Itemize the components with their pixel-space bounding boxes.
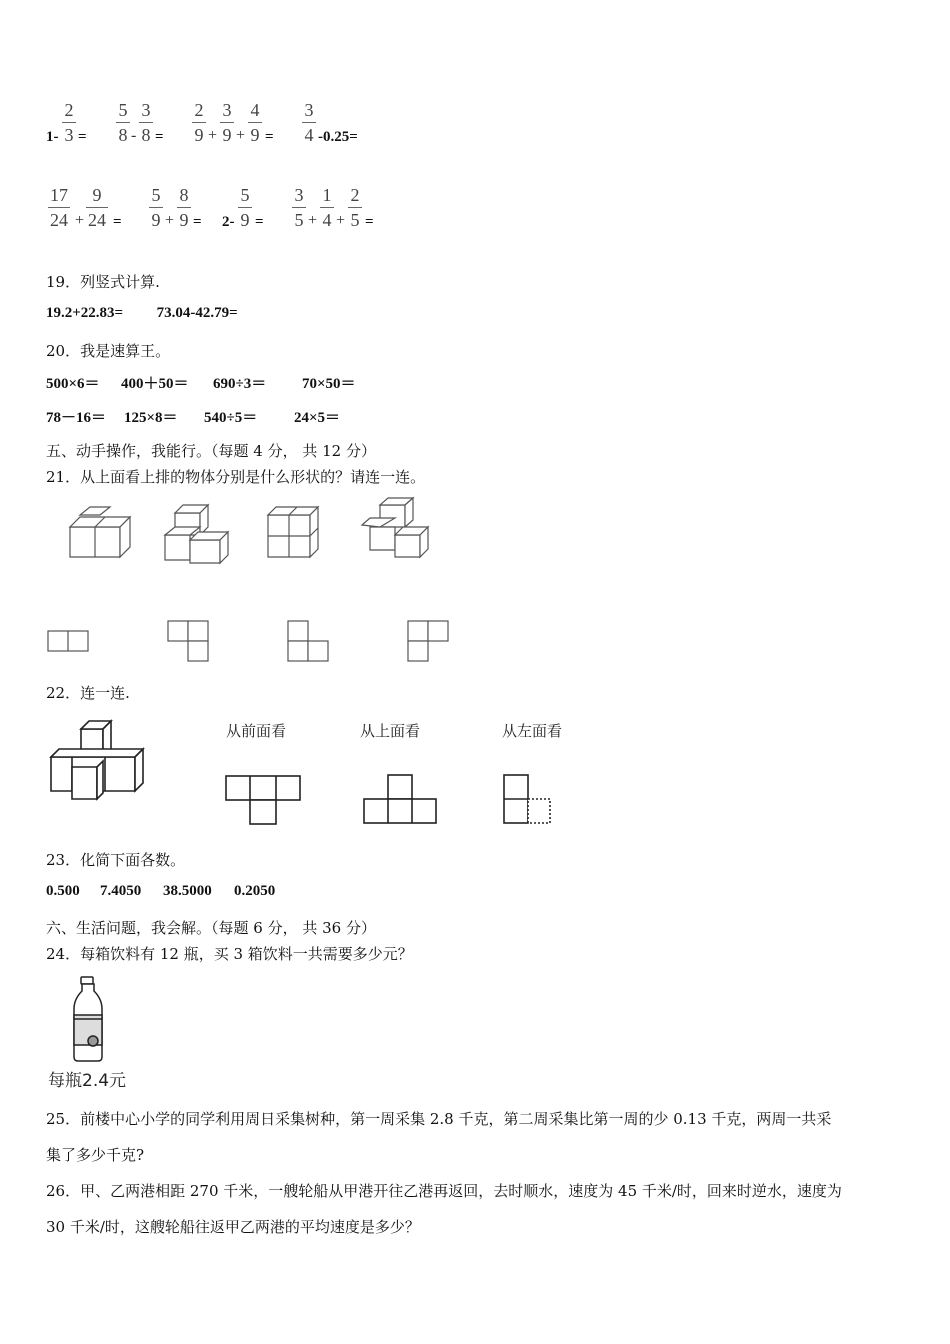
q20-expr: 70×50＝: [302, 376, 356, 392]
operator: +: [208, 127, 218, 144]
fraction: 1 4: [320, 185, 334, 230]
equals-sign: =: [365, 214, 374, 230]
q19-expr-2: 73.04-42.79=: [156, 305, 238, 321]
q21-figures: [40, 495, 460, 675]
q20-expr: 125×8＝: [124, 410, 178, 426]
fraction: 9 24: [88, 185, 106, 230]
equals-sign: =: [155, 129, 164, 145]
q23-value: 0.2050: [234, 883, 276, 899]
expr-prefix: 2-: [222, 214, 235, 230]
q23-value: 7.4050: [100, 883, 142, 899]
q23-value: 38.5000: [163, 883, 212, 899]
q20-expr: 78－16＝: [46, 410, 107, 426]
left-view-shape: [504, 775, 550, 823]
fraction: 4 9: [248, 100, 262, 145]
label-front-view: 从前面看: [226, 722, 287, 740]
expr-prefix: 1-: [46, 129, 59, 145]
q26-text: [46, 1173, 916, 1245]
q20-expr: 540÷5＝: [204, 410, 258, 426]
q25-line-2: 集了多少千克?: [46, 1146, 145, 1164]
operator: +: [165, 212, 175, 229]
q24-title: 24．每箱饮料有 12 瓶，买 3 箱饮料一共需要多少元？: [46, 945, 413, 963]
top-view-2: [168, 621, 208, 661]
q20-expr: 500×6＝: [46, 376, 100, 392]
q22-title: 22．连一连.: [46, 684, 130, 702]
expr-suffix: -0.25=: [318, 129, 358, 145]
fraction: 5 9: [149, 185, 163, 230]
fraction: 2 3: [62, 100, 76, 145]
q21-title: 21．从上面看上排的物体分别是什么形状的？请连一连。: [46, 468, 426, 486]
section-6-heading: 六、生活问题，我会解。（每题 6 分， 共 36 分）: [46, 919, 376, 937]
fraction: 2 5: [348, 185, 362, 230]
q25-text: [46, 1101, 916, 1173]
q20-expr: 24×5＝: [294, 410, 341, 426]
q19-expr-1: 19.2+22.83=: [46, 305, 124, 321]
q22-views: [220, 770, 560, 830]
top-view-4: [408, 621, 448, 661]
solid-4: [362, 498, 428, 557]
top-view-3: [288, 621, 328, 661]
q23-values: [46, 883, 275, 900]
front-view-shape: [226, 776, 300, 824]
fraction: 3 5: [292, 185, 306, 230]
fraction: 3 4: [302, 100, 316, 145]
operator: +: [75, 212, 85, 229]
bottle-price-caption: 每瓶2.4元: [48, 1071, 127, 1091]
q25-line-1: 25．前楼中心小学的同学利用周日采集树种，第一周采集 2.8 千克，第二周采集比第一周的少 0.13 千克，两周一共采: [46, 1110, 832, 1128]
fraction: 2 9: [192, 100, 206, 145]
q20-expr: 400＋50＝: [121, 376, 189, 392]
q19-title: 19．列竖式计算.: [46, 273, 160, 291]
fraction: 5 9: [238, 185, 252, 230]
q20-row-2: [46, 406, 340, 427]
equals-sign: =: [265, 129, 274, 145]
fraction: 17 24: [50, 185, 68, 230]
bottle-icon: [68, 975, 108, 1063]
q23-title: 23．化简下面各数。: [46, 851, 186, 869]
section-5-heading: 五、动手操作，我能行。（每题 4 分， 共 12 分）: [46, 442, 376, 460]
q19-expressions: [46, 305, 238, 322]
fraction: 8 9: [177, 185, 191, 230]
solid-3: [268, 507, 318, 557]
q26-line-2: 30 千米/时，这艘轮船往返甲乙两港的平均速度是多少？: [46, 1218, 420, 1236]
solid-1: [70, 507, 130, 557]
q26-line-1: 26．甲、乙两港相距 270 千米，一艘轮船从甲港开往乙港再返回，去时顺水，速度为 45 千米/时，回来时逆水，速度为: [46, 1182, 842, 1200]
fraction: 5 8: [116, 100, 130, 145]
top-view-1: [48, 631, 88, 651]
q23-value: 0.500: [46, 883, 80, 899]
equals-sign: =: [113, 214, 122, 230]
q20-row-1: [46, 372, 356, 393]
top-view-shape: [364, 775, 436, 823]
operator: +: [336, 212, 346, 229]
fraction: 3 9: [220, 100, 234, 145]
q22-solid: [45, 715, 175, 805]
operator: +: [308, 212, 318, 229]
equals-sign: =: [78, 129, 87, 145]
solid-2: [165, 505, 228, 563]
equals-sign: =: [255, 214, 264, 230]
fraction: 3 8: [139, 100, 153, 145]
equals-sign: =: [193, 214, 202, 230]
q20-expr: 690÷3＝: [213, 376, 267, 392]
label-top-view: 从上面看: [360, 722, 421, 740]
operator: -: [131, 127, 137, 144]
label-left-view: 从左面看: [502, 722, 563, 740]
q20-title: 20．我是速算王。: [46, 342, 171, 360]
operator: +: [236, 127, 246, 144]
